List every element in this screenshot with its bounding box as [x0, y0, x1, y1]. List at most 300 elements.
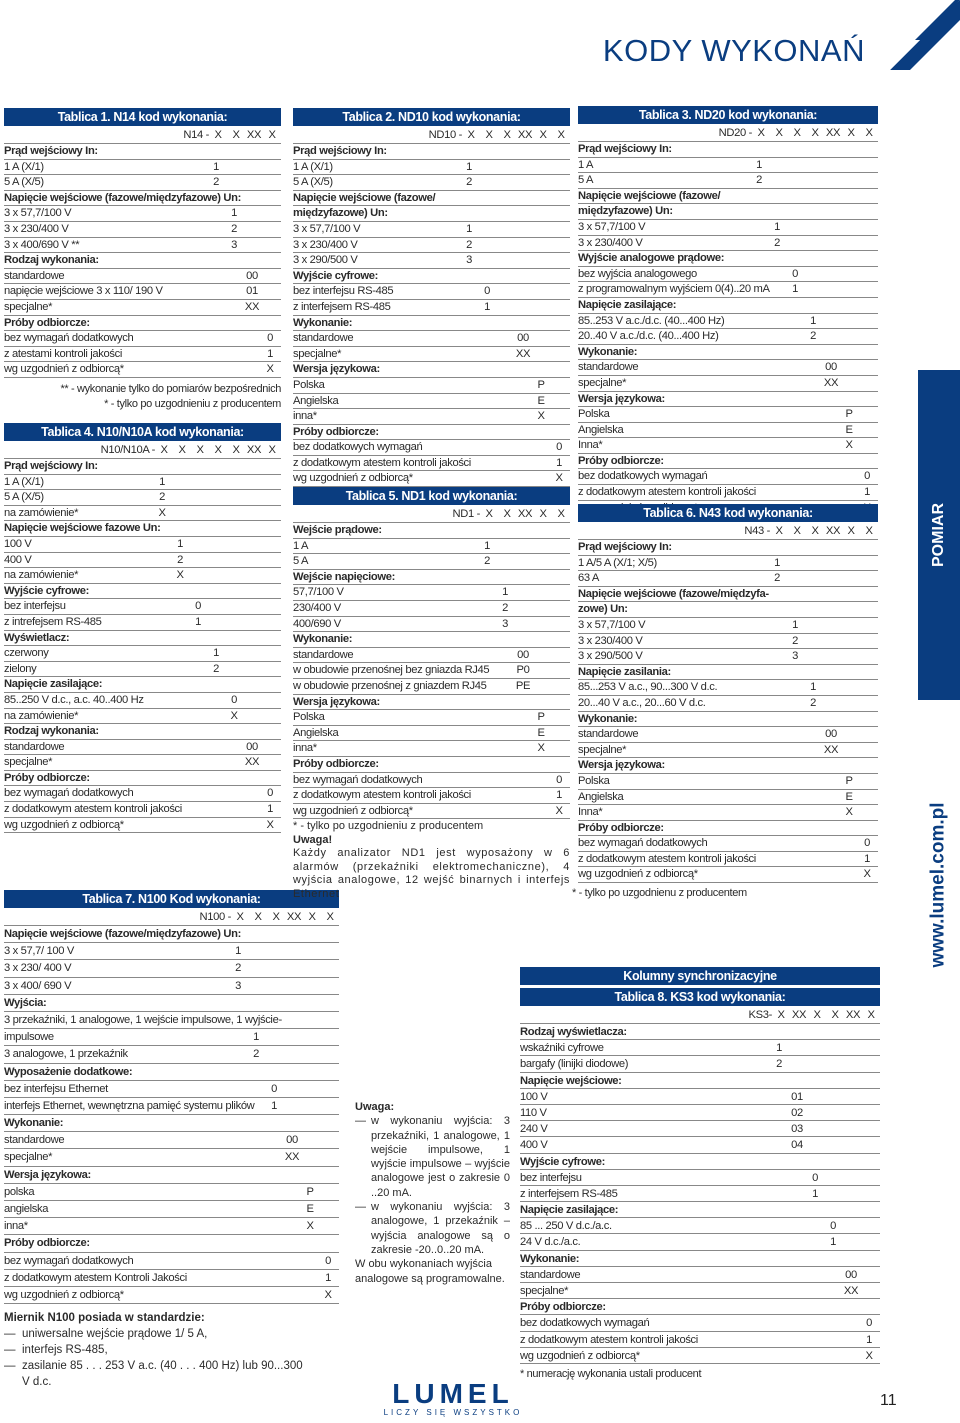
option-row: [4, 553, 281, 569]
option-label: na zamówienie*: [4, 506, 79, 519]
section-heading: Napięcie zasilające:: [4, 678, 103, 691]
code-slot: XX: [825, 127, 841, 139]
option-code: 2: [213, 662, 219, 675]
option-code: 1: [810, 681, 816, 694]
option-row: [4, 615, 281, 631]
option-label: z interfejsem RS-485: [293, 300, 391, 313]
nd1-uwaga-text: Każdy analizator ND1 jest wyposażony w 6 alarmów (przekaźniki elektromechaniczne), 4 wyjścia analogowe, 12 wejść binarnych i interfejs Ethernet: [293, 847, 570, 900]
section-heading-row: [578, 454, 878, 470]
section-heading: Próby odbiorcze:: [520, 1301, 606, 1314]
option-label: specjalne*: [520, 1285, 569, 1297]
option-row: [293, 440, 570, 456]
code-slot: X: [865, 525, 873, 537]
option-code: X: [537, 742, 545, 755]
table-title: Tablica 1. N14 kod wykonania:: [4, 108, 281, 126]
section-heading: międzyfazowe) Un:: [293, 207, 388, 220]
option-row: [578, 727, 878, 743]
option-label: 230/400 V: [293, 601, 341, 614]
option-code: 0: [231, 693, 237, 706]
option-row: [293, 394, 570, 410]
option-row: [578, 805, 878, 821]
section-heading: Prąd wejściowy In:: [578, 541, 672, 553]
option-code: 1: [484, 539, 490, 552]
option-label: inna*: [293, 410, 317, 423]
option-code: 2: [484, 555, 490, 568]
option-label: angielska: [4, 1203, 49, 1215]
code-slot: X: [467, 129, 475, 141]
section-heading-row: [293, 206, 570, 222]
option-row: [578, 836, 878, 852]
option-label: 3 analogowe, 1 przekaźnik: [4, 1048, 128, 1061]
section-heading: Prąd wejściowy In:: [293, 145, 387, 157]
section-heading: Napięcie wejściowe (fazowe/międzyfazowe) Un:: [4, 191, 242, 204]
option-row: [4, 238, 281, 254]
section-heading-row: [293, 316, 570, 332]
section-heading: Rodzaj wykonania:: [4, 254, 99, 267]
option-code: 2: [213, 176, 219, 189]
option-row: [578, 618, 878, 634]
option-label: bez wymagań dodatkowych: [578, 837, 708, 850]
option-row: [578, 158, 878, 174]
option-code: 2: [502, 601, 508, 614]
option-label: inna*: [293, 742, 317, 755]
option-row: [578, 236, 878, 252]
code-slot: X: [793, 525, 801, 537]
option-label: interfejs Ethernet, wewnętrzna pamięć systemu plików: [4, 1099, 255, 1112]
section-heading: Wykonanie:: [520, 1252, 580, 1265]
code-slot: X: [196, 444, 204, 456]
option-label: 3 x 57,7/100 V: [578, 220, 646, 233]
option-row: [4, 1218, 339, 1235]
option-row: [4, 475, 281, 491]
section-heading-row: [520, 1202, 880, 1218]
option-code: X: [158, 506, 166, 519]
option-row: [520, 1105, 880, 1121]
code-prefix: ND10 -: [428, 129, 462, 141]
code-slot: X: [757, 127, 765, 139]
option-label: inna*: [4, 1220, 28, 1233]
section-heading: Prąd wejściowy In:: [4, 460, 98, 472]
code-slot: XX: [246, 444, 262, 456]
option-label: 400 V: [4, 553, 32, 566]
section-heading: międzyfazowe) Un:: [578, 205, 673, 218]
section-heading: Wykonanie:: [578, 712, 638, 725]
option-code: E: [845, 790, 853, 803]
option-label: 1 A: [578, 158, 594, 171]
section-heading-row: [293, 570, 570, 586]
option-row: [520, 1315, 880, 1331]
option-label: wg uzgodnień z odbiorcą*: [520, 1349, 640, 1362]
page-title: KODY WYKONAŃ: [602, 33, 865, 68]
option-label: 3 x 400/690 V **: [4, 238, 80, 251]
option-row: [578, 282, 878, 298]
section-heading: Próby odbiorcze:: [578, 821, 664, 834]
option-code: 1: [812, 1187, 818, 1200]
option-code: 0: [556, 773, 562, 786]
option-code: 00: [825, 361, 837, 374]
option-row: [293, 300, 570, 316]
option-code: 1: [810, 314, 816, 327]
option-label: 85..253 V a.c./d.c. (40...400 Hz): [578, 314, 725, 327]
option-label: czerwony: [4, 647, 49, 660]
option-code: X: [176, 569, 184, 582]
option-code: P: [845, 774, 853, 787]
option-code: P: [537, 378, 545, 391]
option-row: [4, 175, 281, 191]
section-heading-row: [4, 1167, 339, 1184]
code-prefix: N100 -: [199, 911, 231, 923]
code-slot: X: [485, 508, 493, 520]
option-row: [4, 362, 281, 378]
option-row: [293, 284, 570, 300]
n100-uwaga: [355, 1100, 510, 1286]
section-heading: Wykonanie:: [4, 1117, 64, 1130]
option-row: [578, 469, 878, 485]
code-prefix: N10/N10A -: [100, 444, 155, 456]
t1-table: [4, 108, 281, 412]
option-label: Angielska: [578, 790, 624, 803]
option-row: [578, 407, 878, 423]
option-code: 1: [325, 1271, 331, 1284]
table-title: Tablica 4. N10/N10A kod wykonania:: [4, 423, 281, 441]
option-code: 1: [792, 618, 798, 631]
option-label: 3 x 400/ 690 V: [4, 979, 72, 992]
option-code: 1: [253, 1031, 259, 1044]
t5-table: [293, 487, 570, 819]
section-heading-row: [578, 142, 878, 158]
option-row: [520, 1121, 880, 1137]
option-code: 1: [864, 486, 870, 499]
option-label: Polska: [293, 378, 325, 391]
option-label: specjalne*: [578, 376, 627, 389]
option-label: 1 A (X/1): [293, 160, 333, 173]
uwaga-item: — w wykonaniu wyjścia: 3 analogowe, 1 przekaźnik – wyjścia analogowe są o zakresie -20..0..20 mA.: [355, 1200, 510, 1257]
option-row: [4, 537, 281, 553]
code-slot: X: [811, 127, 819, 139]
option-label: 100 V: [4, 537, 32, 550]
side-url-label: www.lumel.com.pl: [928, 802, 950, 968]
option-label: bez wymagań dodatkowych: [4, 787, 134, 800]
code-slot: XX: [286, 911, 302, 923]
option-code: 1: [774, 556, 780, 569]
code-slot: X: [503, 508, 511, 520]
option-code: 0: [866, 1317, 872, 1330]
option-row: [520, 1056, 880, 1072]
option-code: 2: [177, 553, 183, 566]
section-heading-row: [520, 1251, 880, 1267]
option-label: polska: [4, 1185, 35, 1198]
section-heading-row: [4, 584, 281, 600]
code-slot: X: [539, 508, 547, 520]
option-label: Polska: [578, 408, 610, 421]
section-heading: Rodzaj wyświetlacza:: [520, 1026, 627, 1038]
option-code: 00: [517, 332, 529, 345]
option-row: [4, 206, 281, 222]
option-label: 5 A: [293, 555, 309, 568]
option-row: [293, 331, 570, 347]
option-code: X: [555, 804, 563, 817]
option-code: 1: [502, 586, 508, 599]
section-heading-row: [578, 345, 878, 361]
code-slot: X: [847, 127, 855, 139]
option-code: 02: [791, 1106, 803, 1119]
logo-wordmark: LUMEL: [392, 1378, 514, 1409]
code-slot: X: [811, 525, 819, 537]
option-row: [293, 347, 570, 363]
option-row: [4, 160, 281, 176]
option-row: [293, 456, 570, 472]
option-label: wskaźniki cyfrowe: [520, 1042, 604, 1055]
option-code: 1: [556, 789, 562, 802]
option-label: impulsowe: [4, 1031, 54, 1044]
option-label: 5 A (X/5): [4, 176, 44, 189]
code-pattern: [578, 124, 878, 142]
option-code: X: [845, 439, 853, 452]
option-row: [578, 867, 878, 883]
code-slot: X: [539, 129, 547, 141]
option-row: [293, 726, 570, 742]
code-slot: X: [831, 1009, 839, 1021]
option-row: [4, 960, 339, 977]
option-label: z dodatkowym atestem Kontroli Jakości: [4, 1271, 187, 1284]
code-slot: X: [214, 129, 222, 141]
option-code: 00: [845, 1268, 857, 1281]
option-code: XX: [515, 347, 531, 360]
section-heading: Napięcie wejściowe (fazowe/międzyfa-: [578, 587, 769, 600]
option-code: 0: [271, 1082, 277, 1095]
option-code: 1: [267, 347, 273, 360]
code-slot: X: [503, 129, 511, 141]
section-heading-row: [4, 631, 281, 647]
option-row: [293, 741, 570, 757]
option-label: 85 ... 250 V d.c./a.c.: [520, 1220, 612, 1233]
code-slot: X: [557, 129, 565, 141]
option-row: [293, 601, 570, 617]
option-code: 1: [271, 1099, 277, 1112]
option-label: wg uzgodnień z odbiorcą*: [4, 1288, 124, 1301]
option-code: XX: [244, 300, 260, 313]
section-heading-row: [578, 602, 878, 618]
option-code: 2: [466, 176, 472, 189]
table-footnote: * - tylko po uzgodnieniu z producentem: [104, 397, 281, 410]
section-heading-row: [578, 204, 878, 220]
code-slot: X: [847, 525, 855, 537]
code-slot: X: [268, 444, 276, 456]
option-row: [293, 679, 570, 695]
option-row: [578, 329, 878, 345]
option-code: P: [537, 711, 545, 724]
t6-table: [572, 504, 878, 901]
option-label: wg uzgodnień z odbiorcą*: [293, 804, 413, 817]
option-code: 1: [267, 803, 273, 816]
option-label: specjalne*: [578, 743, 627, 756]
option-label: bez dodatkowych wymagań: [520, 1317, 650, 1330]
option-label: bez wyjścia analogowego: [578, 267, 697, 280]
option-row: [578, 680, 878, 696]
option-code: 0: [864, 470, 870, 483]
option-label: Angielska: [293, 726, 339, 739]
option-row: [4, 300, 281, 316]
option-row: [578, 743, 878, 759]
option-code: 2: [231, 222, 237, 235]
n100-standard-list: [4, 1310, 304, 1390]
code-slot: X: [308, 911, 316, 923]
code-slot: XX: [517, 129, 533, 141]
option-code: XX: [823, 376, 839, 389]
section-heading-row: [578, 821, 878, 837]
section-heading: Próby odbiorcze:: [4, 316, 90, 329]
code-pattern: [293, 126, 570, 144]
section-heading: Wejście prądowe:: [293, 524, 382, 536]
section-heading: Wersja językowa:: [578, 759, 665, 772]
option-row: [4, 755, 281, 771]
section-heading: Wejście napięciowe:: [293, 570, 395, 583]
option-label: 3 x 230/400 V: [293, 238, 358, 251]
option-row: [520, 1137, 880, 1153]
t3-table: [578, 106, 878, 516]
option-row: [4, 568, 281, 584]
t2-table: [293, 108, 570, 487]
code-slot: X: [254, 911, 262, 923]
option-code: 2: [792, 634, 798, 647]
option-row: [578, 571, 878, 587]
code-slot: X: [777, 1009, 785, 1021]
option-label: na zamówienie*: [4, 709, 79, 722]
code-slot: XX: [825, 525, 841, 537]
option-label: specjalne*: [293, 347, 342, 360]
option-label: w obudowie przenośnej z gniazdem RJ45: [293, 679, 487, 692]
option-row: [578, 376, 878, 392]
option-label: standardowe: [578, 728, 639, 741]
option-row: [4, 1081, 339, 1098]
option-row: [4, 599, 281, 615]
option-code: 0: [267, 787, 273, 800]
section-heading-row: [293, 523, 570, 539]
option-code: 3: [792, 650, 798, 663]
code-pattern: [578, 522, 878, 540]
section-heading-row: [578, 587, 878, 603]
option-code: 1: [792, 283, 798, 296]
section-heading-row: [293, 362, 570, 378]
option-row: [520, 1218, 880, 1234]
option-code: 2: [159, 491, 165, 504]
option-row: [4, 802, 281, 818]
section-heading: Wersja językowa:: [4, 1168, 91, 1181]
code-slot: X: [867, 1009, 875, 1021]
option-label: 240 V: [520, 1123, 548, 1136]
option-label: standardowe: [520, 1268, 581, 1281]
option-row: [4, 1098, 339, 1115]
option-code: XX: [284, 1151, 300, 1164]
option-row: [293, 788, 570, 804]
option-label: 3 x 290/500 V: [578, 650, 643, 663]
option-label: 3 x 230/ 400 V: [4, 962, 72, 975]
section-heading: Napięcie wejściowe (fazowe/: [293, 191, 436, 204]
option-label: 3 x 230/400 V: [578, 236, 643, 249]
table-title: Tablica 8. KS3 kod wykonania:: [520, 988, 880, 1006]
option-label: z dodatkowym atestem kontroli jakości: [520, 1333, 698, 1346]
option-label: 57,7/100 V: [293, 586, 344, 599]
code-slot: X: [236, 911, 244, 923]
code-slot: X: [232, 444, 240, 456]
option-row: [293, 378, 570, 394]
code-slot: X: [160, 444, 168, 456]
option-row: [293, 617, 570, 633]
code-prefix: N14 -: [183, 129, 209, 141]
section-heading-row: [293, 191, 570, 207]
lumel-logo: [383, 1380, 523, 1417]
option-label: standardowe: [293, 332, 354, 345]
section-heading-row: [578, 540, 878, 556]
option-row: [293, 160, 570, 176]
uwaga-tail: W obu wykonaniach wyjścia analogowe są programowalne.: [355, 1258, 505, 1285]
section-heading-row: [4, 677, 281, 693]
section-heading-row: [293, 144, 570, 160]
section-heading: Napięcie zasilające:: [520, 1204, 619, 1217]
section-heading-row: [4, 1235, 339, 1252]
section-heading-row: [293, 695, 570, 711]
option-code: X: [845, 806, 853, 819]
t4-table: [4, 423, 281, 833]
option-label: bez dodatkowych wymagań: [578, 470, 708, 483]
section-heading-row: [293, 632, 570, 648]
option-code: 1: [195, 615, 201, 628]
code-slot: X: [232, 129, 240, 141]
option-row: [293, 175, 570, 191]
option-row: [578, 267, 878, 283]
n100-standard-item: — uniwersalne wejście prądowe 1/ 5 A,: [4, 1326, 304, 1342]
option-label: 3 x 290/500 V: [293, 254, 358, 267]
option-row: [578, 360, 878, 376]
option-label: 1 A (X/1): [4, 475, 44, 488]
table-subtitle: Kolumny synchronizacyjne: [520, 967, 880, 985]
option-code: 01: [246, 285, 258, 298]
side-tab-label: POMIAR: [930, 503, 947, 567]
option-row: [4, 1184, 339, 1201]
option-row: [4, 943, 339, 960]
option-label: bez wymagań dodatkowych: [4, 1254, 134, 1267]
section-heading-row: [520, 1024, 880, 1040]
code-slot: X: [214, 444, 222, 456]
option-row: [4, 1029, 339, 1046]
option-code: 2: [774, 572, 780, 585]
section-heading: Napięcie wejściowe (fazowe/: [578, 189, 721, 202]
option-code: X: [324, 1288, 332, 1301]
section-heading: Wyjścia:: [4, 996, 47, 1009]
option-code: XX: [843, 1285, 859, 1297]
option-row: [578, 696, 878, 712]
option-row: [4, 1012, 339, 1029]
section-heading-row: [4, 459, 281, 475]
option-code: 00: [286, 1134, 298, 1147]
option-row: [293, 773, 570, 789]
option-label: specjalne*: [4, 756, 53, 769]
option-label: 3 x 57,7/100 V: [578, 618, 646, 631]
option-code: X: [863, 868, 871, 881]
option-label: Inna*: [578, 439, 603, 452]
option-row: [293, 554, 570, 570]
option-label: 400/690 V: [293, 617, 341, 630]
option-row: [578, 634, 878, 650]
option-code: 00: [246, 740, 258, 753]
option-code: 0: [830, 1220, 836, 1233]
section-heading: Wyjście cyfrowe:: [293, 269, 378, 282]
nd1-uwaga-heading: Uwaga!: [293, 833, 333, 846]
option-code: 1: [466, 222, 472, 235]
option-row: [4, 978, 339, 995]
section-heading-row: [4, 144, 281, 160]
option-row: [293, 648, 570, 664]
